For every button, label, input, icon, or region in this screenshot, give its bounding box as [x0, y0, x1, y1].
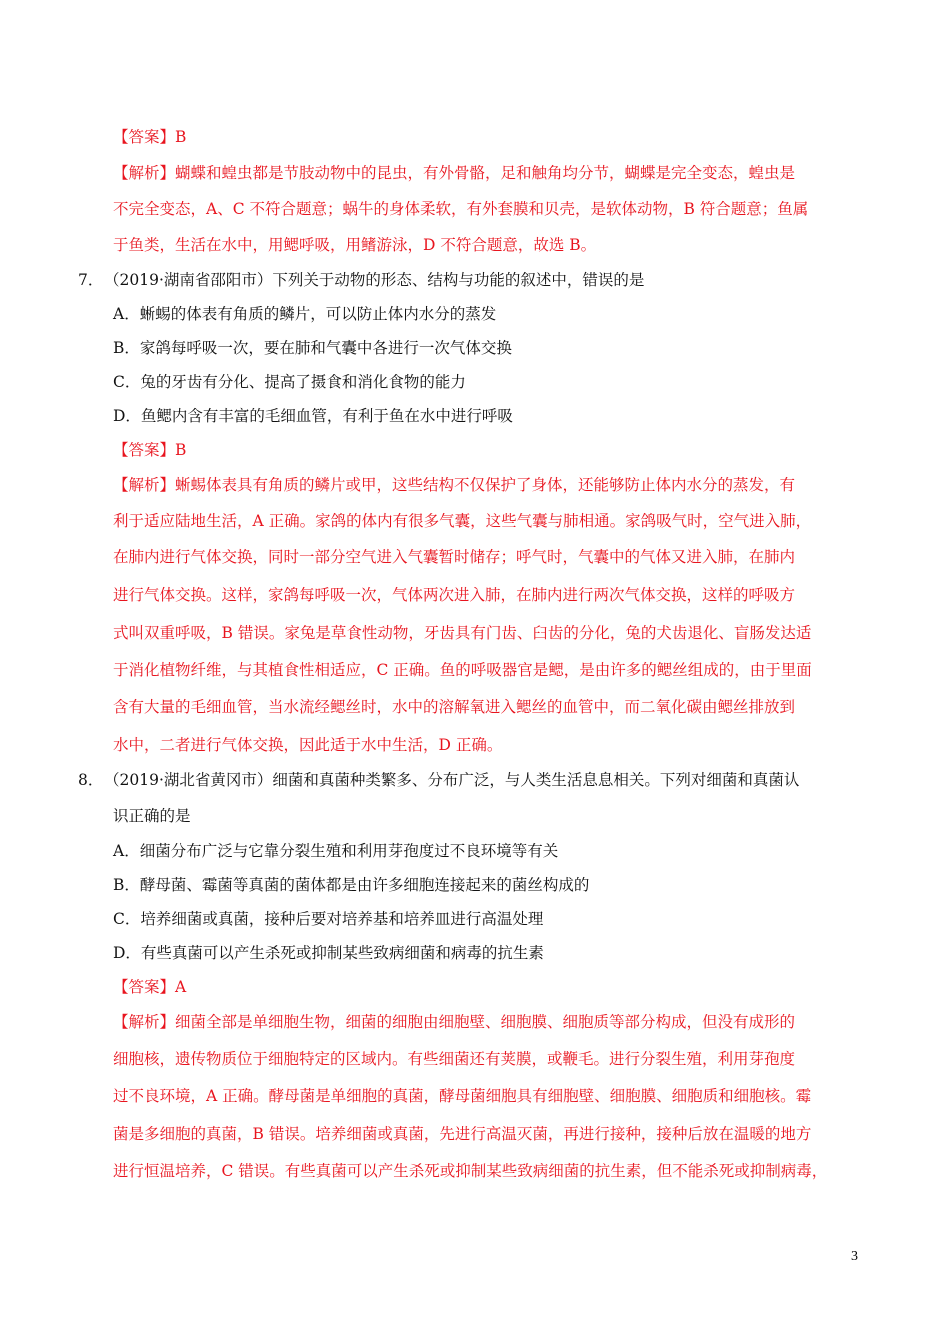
q8-number: 8． [78, 771, 104, 789]
q7-stem: （2019·湖南省邵阳市）下列关于动物的形态、结构与功能的叙述中，错误的是 [104, 271, 645, 289]
q8-analysis-line-2: 细胞核，遗传物质位于细胞特定的区域内。有些细菌还有荚膜，或鞭毛。进行分裂生殖，利用芽孢度 [113, 1050, 796, 1068]
prev-analysis-line-3: 于鱼类，生活在水中，用鳃呼吸，用鳍游泳，D 不符合题意，故选 B。 [113, 236, 597, 254]
q7-option-d: D．鱼鳃内含有丰富的毛细血管，有利于鱼在水中进行呼吸 [113, 407, 513, 425]
prev-answer: 【答案】B [113, 128, 187, 146]
prev-analysis-line-1: 【解析】蝴蝶和蝗虫都是节肢动物中的昆虫，有外骨骼，足和触角均分节，蝴蝶是完全变态，蝗虫是 [113, 164, 796, 182]
q8-option-c: C．培养细菌或真菌，接种后要对培养基和培养皿进行高温处理 [113, 910, 544, 928]
q7-analysis-line-5: 式叫双重呼吸，B 错误。家兔是草食性动物，牙齿具有门齿、臼齿的分化，兔的犬齿退化、盲肠发达适 [113, 624, 812, 642]
q7-analysis-line-7: 含有大量的毛细血管，当水流经鳃丝时，水中的溶解氧进入鳃丝的血管中，而二氧化碳由鳃丝排放到 [113, 698, 796, 716]
q7-analysis-line-2: 利于适应陆地生活，A 正确。家鸽的体内有很多气囊，这些气囊与肺相通。家鸽吸气时，空气进入肺， [113, 512, 812, 530]
q7-option-b: B．家鸽每呼吸一次，要在肺和气囊中各进行一次气体交换 [113, 339, 512, 357]
q8-analysis-line-5: 进行恒温培养，C 错误。有些真菌可以产生杀死或抑制某些致病细菌的抗生素，但不能杀死或抑制病毒， [113, 1162, 828, 1180]
prev-analysis-line-2: 不完全变态，A、C 不符合题意；蜗牛的身体柔软，有外套膜和贝壳，是软体动物，B 符合题意；鱼属 [113, 200, 809, 218]
q7-option-a: A．蜥蜴的体表有角质的鳞片，可以防止体内水分的蒸发 [113, 305, 497, 323]
q7-analysis-line-4: 进行气体交换。这样，家鸽每呼吸一次，气体两次进入肺，在肺内进行两次气体交换，这样的呼吸方 [113, 586, 796, 604]
q7-answer: 【答案】B [113, 441, 187, 459]
q8-analysis-line-4: 菌是多细胞的真菌，B 错误。培养细菌或真菌，先进行高温灭菌，再进行接种，接种后放在温暖的地方 [113, 1125, 812, 1143]
q7-option-c: C．兔的牙齿有分化、提高了摄食和消化食物的能力 [113, 373, 466, 391]
page-number: 3 [851, 1249, 858, 1264]
q7-analysis-line-1: 【解析】蜥蜴体表具有角质的鳞片或甲，这些结构不仅保护了身体，还能够防止体内水分的蒸发，有 [113, 476, 796, 494]
q8-stem-line-1: （2019·湖北省黄冈市）细菌和真菌种类繁多、分布广泛，与人类生活息息相关。下列对细菌和真菌认 [104, 771, 800, 789]
q7-analysis-line-6: 于消化植物纤维，与其植食性相适应，C 正确。鱼的呼吸器官是鳃，是由许多的鳃丝组成的，由于里面 [113, 661, 812, 679]
q8-analysis-line-3: 过不良环境，A 正确。酵母菌是单细胞的真菌，酵母菌细胞具有细胞壁、细胞膜、细胞质和细胞核。霉 [113, 1087, 812, 1105]
q8-answer: 【答案】A [113, 978, 187, 996]
q8-option-b: B．酵母菌、霉菌等真菌的菌体都是由许多细胞连接起来的菌丝构成的 [113, 876, 590, 894]
q8-option-a: A．细菌分布广泛与它靠分裂生殖和利用芽孢度过不良环境等有关 [113, 842, 559, 860]
q7-number: 7． [78, 271, 104, 289]
q7-analysis-line-8: 水中，二者进行气体交换，因此适于水中生活，D 正确。 [113, 736, 503, 754]
q8-option-d: D．有些真菌可以产生杀死或抑制某些致病细菌和病毒的抗生素 [113, 944, 544, 962]
q7-analysis-line-3: 在肺内进行气体交换，同时一部分空气进入气囊暂时储存；呼气时，气囊中的气体又进入肺，在肺内 [113, 548, 796, 566]
q8-stem-line-2: 识正确的是 [113, 807, 191, 825]
q8-analysis-line-1: 【解析】细菌全部是单细胞生物，细菌的细胞由细胞壁、细胞膜、细胞质等部分构成，但没有成形的 [113, 1013, 796, 1031]
